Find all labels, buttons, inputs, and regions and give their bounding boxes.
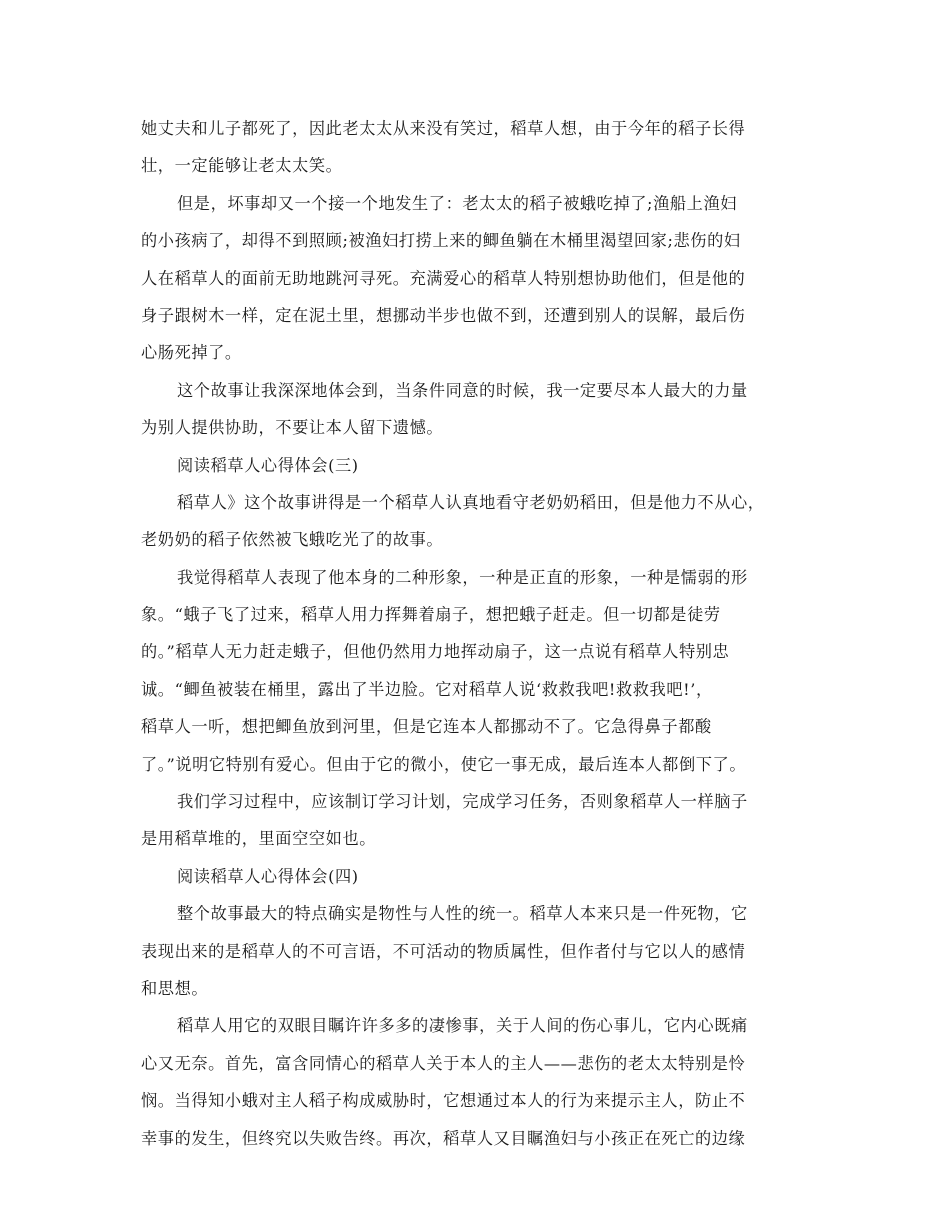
text-line: 老奶奶的稻子依然被飞蛾吃光了的故事。 — [141, 530, 444, 550]
paragraph — [141, 484, 829, 559]
heading-text: 阅读稻草人心得体会(四) — [177, 866, 359, 886]
text-line: 诚。“鲫鱼被装在桶里，露出了半边脸。它对稻草人说‘救救我吧!救救我吧!’， — [141, 679, 713, 699]
paragraph — [141, 185, 829, 372]
section-heading — [141, 858, 829, 895]
text-line: 她丈夫和儿子都死了，因此老太太从来没有笑过，稻草人想，由于今年的稻子长得 — [141, 119, 746, 138]
heading-text: 阅读稻草人心得体会(三) — [177, 455, 359, 475]
text-line: 象。“蛾子飞了过来，稻草人用力挥舞着扇子，想把蛾子赶走。但一切都是徒劳 — [141, 605, 721, 625]
section-heading — [141, 447, 829, 484]
text-line: 了。”说明它特别有爱心。但由于它的微小，使它一事无成，最后连本人都倒下了。 — [141, 754, 747, 774]
paragraph — [141, 110, 829, 185]
text-line: 心又无奈。首先，富含同情心的稻草人关于本人的主人——悲伤的老太太特别是怜 — [141, 1053, 746, 1073]
paragraph — [141, 895, 829, 1007]
text-line: 是用稻草堆的，里面空空如也。 — [141, 829, 377, 849]
document-body — [141, 110, 829, 1157]
paragraph — [141, 783, 829, 858]
text-line: 这个故事让我深深地体会到，当条件同意的时候，我一定要尽本人最大的力量 — [177, 380, 748, 400]
text-line: 心肠死掉了。 — [141, 343, 242, 363]
text-line: 幸事的发生，但终究以失败告终。再次，稻草人又目瞩渔妇与小孩正在死亡的边缘 — [141, 1128, 746, 1148]
text-line: 和思想。 — [141, 978, 209, 998]
text-line: 整个故事最大的特点确实是物性与人性的统一。稻草人本来只是一件死物，它 — [177, 904, 748, 924]
text-line: 的。”稻草人无力赶走蛾子，但他仍然用力地挥动扇子，这一点说有稻草人特别忠 — [141, 642, 730, 662]
text-line: 为别人提供协助，不要让本人留下遗憾。 — [141, 418, 444, 438]
text-line: 悯。当得知小蛾对主人稻子构成威胁时，它想通过本人的行为来提示主人，防止不 — [141, 1091, 746, 1111]
text-line: 的小孩病了，却得不到照顾;被渔妇打捞上来的鲫鱼躺在木桶里渴望回家;悲伤的妇 — [141, 231, 741, 251]
text-line: 壮，一定能够让老太太笑。 — [141, 156, 343, 176]
text-line: 稻草人用它的双眼目瞩许许多多的凄惨事，关于人间的伤心事儿，它内心既痛 — [177, 1016, 748, 1036]
paragraph — [141, 372, 829, 447]
paragraph — [141, 1007, 829, 1157]
text-line: 但是，坏事却又一个接一个地发生了：老太太的稻子被蛾吃掉了;渔船上渔妇 — [177, 193, 738, 213]
text-line: 我们学习过程中，应该制订学习计划，完成学习任务，否则象稻草人一样脑子 — [177, 792, 748, 812]
text-line: 稻草人》这个故事讲得是一个稻草人认真地看守老奶奶稻田，但是他力不从心， — [177, 492, 765, 512]
text-line: 我觉得稻草人表现了他本身的二种形象，一种是正直的形象，一种是懦弱的形 — [177, 567, 748, 587]
paragraph — [141, 559, 829, 783]
text-line: 表现出来的是稻草人的不可言语，不可活动的物质属性，但作者付与它以人的感情 — [141, 941, 746, 961]
text-line: 人在稻草人的面前无助地跳河寻死。充满爱心的稻草人特别想协助他们，但是他的 — [141, 268, 746, 288]
text-line: 身子跟树木一样，定在泥土里，想挪动半步也做不到，还遭到别人的误解，最后伤 — [141, 305, 746, 325]
text-line: 稻草人一听，想把鲫鱼放到河里，但是它连本人都挪动不了。它急得鼻子都酸 — [141, 717, 712, 737]
